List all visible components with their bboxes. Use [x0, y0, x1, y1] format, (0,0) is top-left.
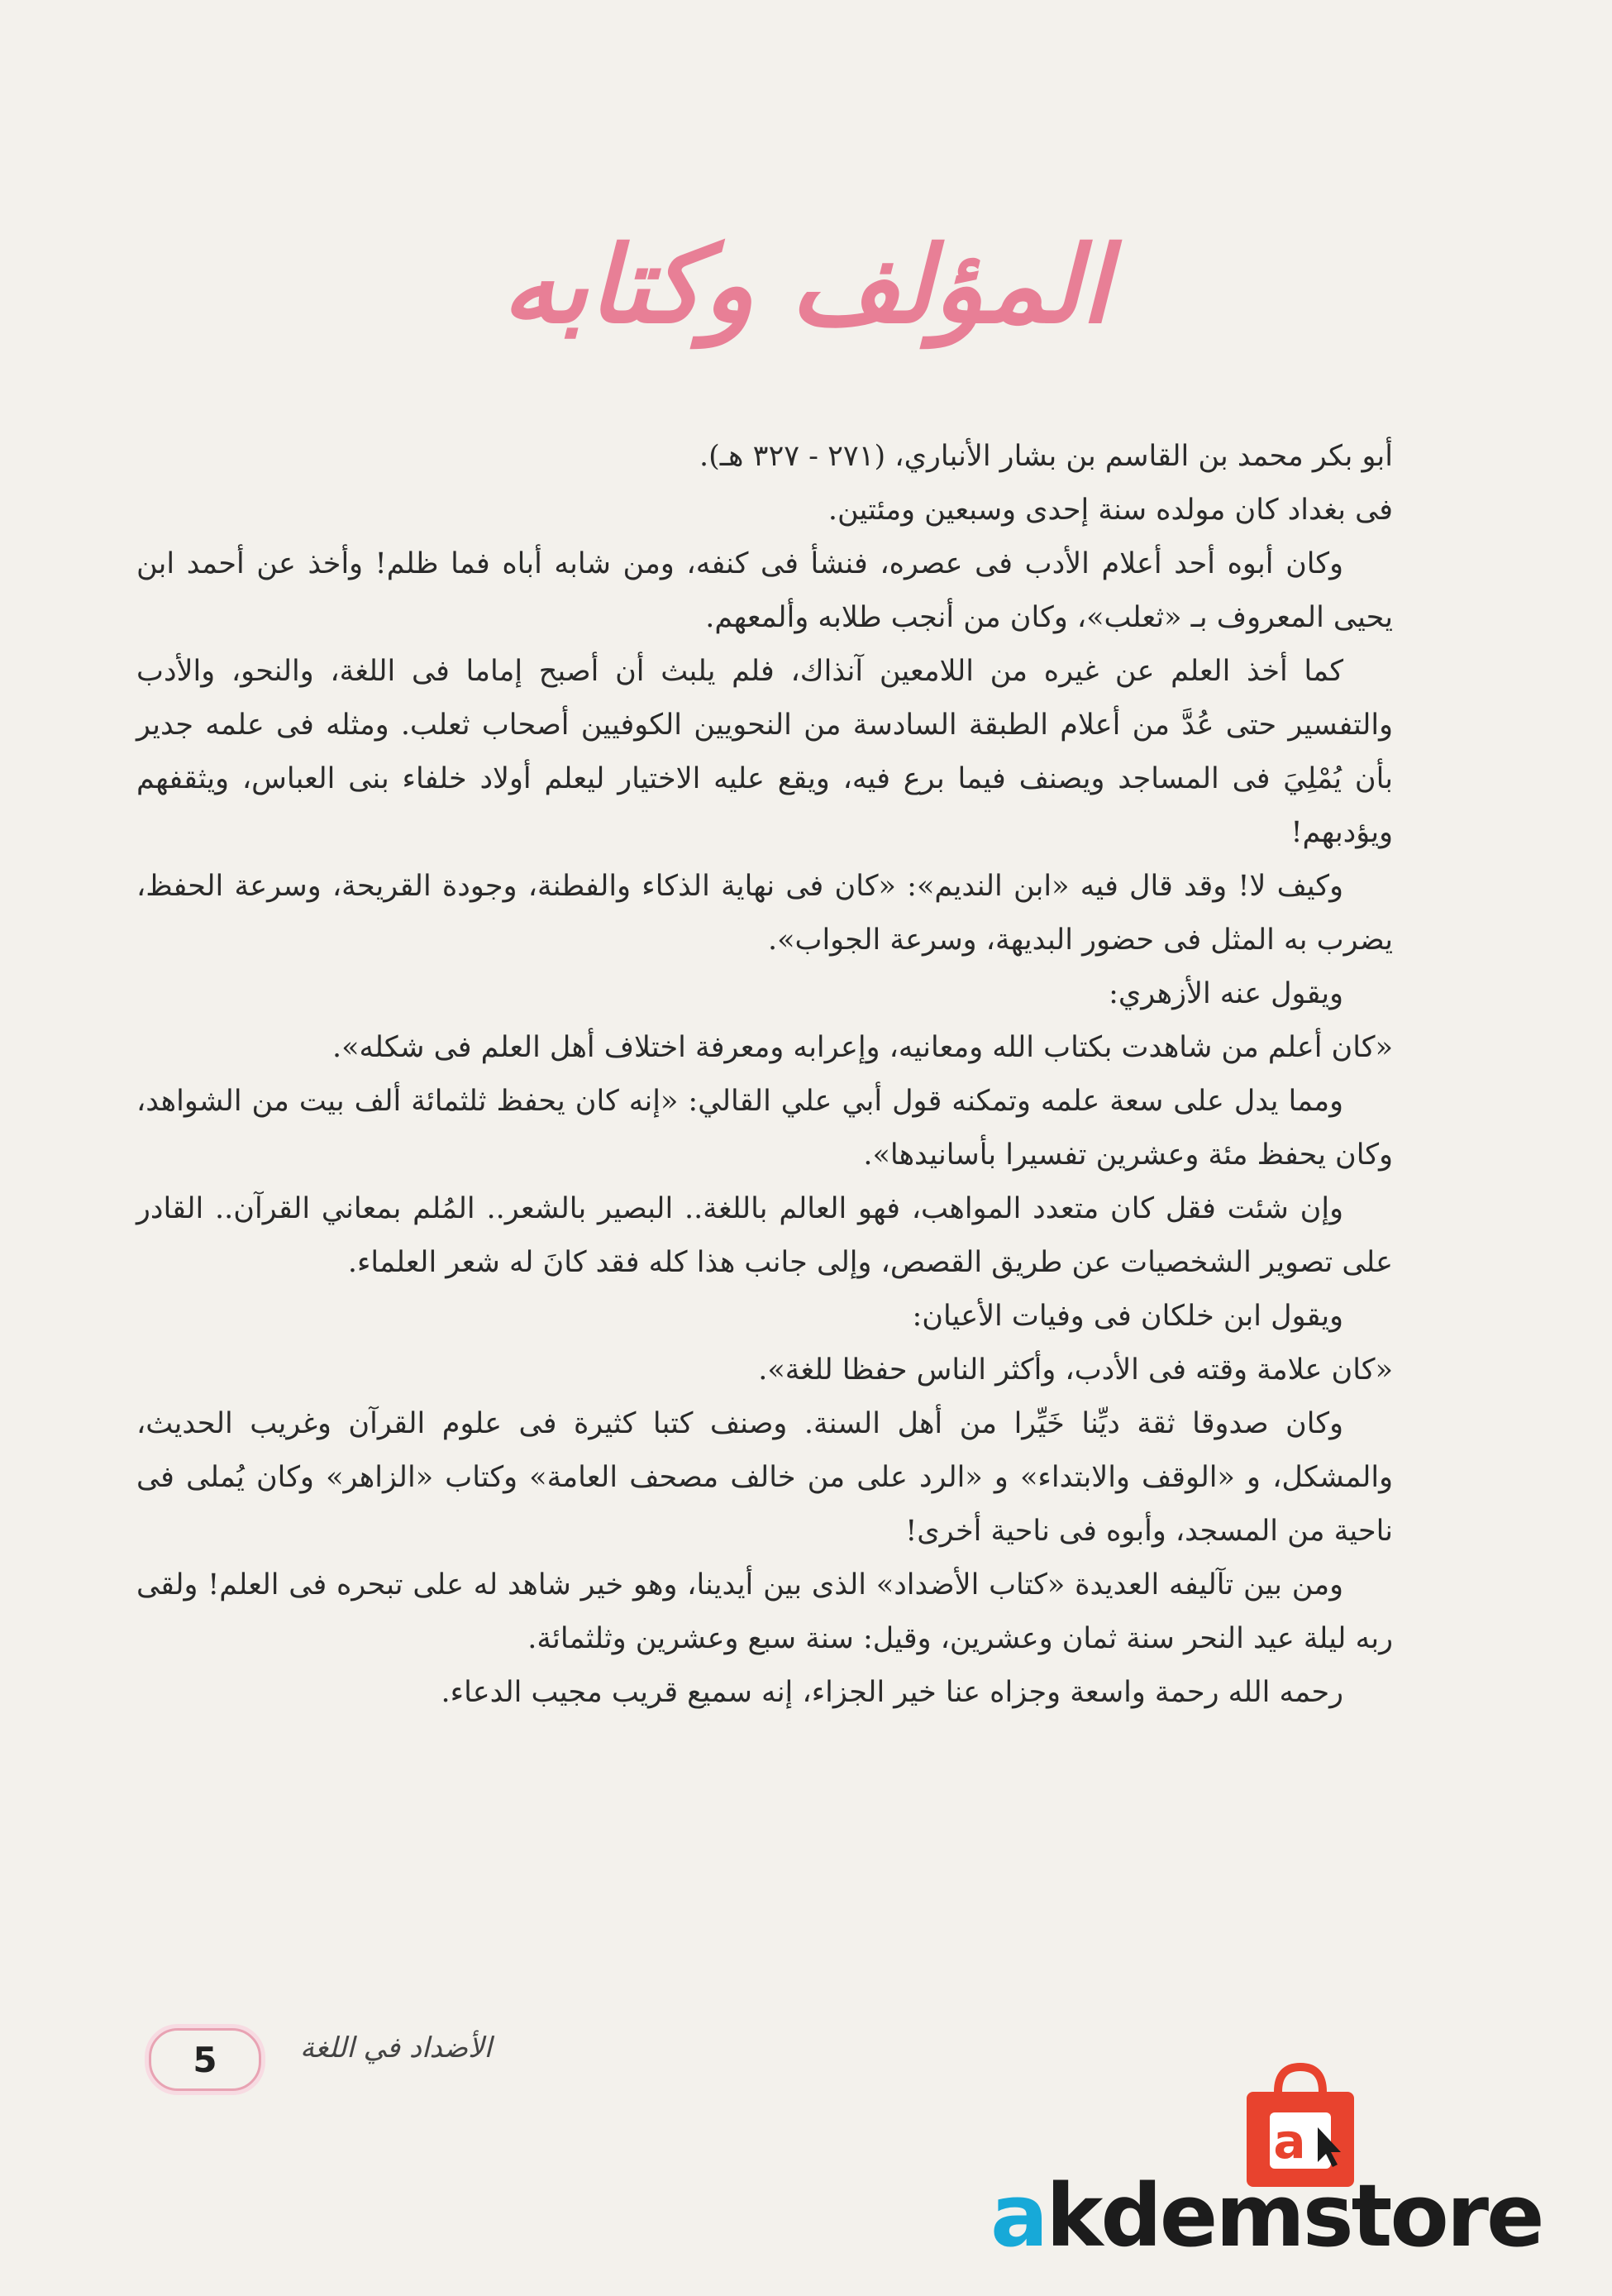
paragraph: ومن بين تآليفه العديدة «كتاب الأضداد» الذى بين أيدينا، وهو خير شاهد له على تبحره فى العلم! ولقى ربه ليلة عيد النحر سنة ثمان وعشرين، وقيل: سنة سبع وعشرين وثلثمائة.: [136, 1568, 1393, 1655]
paragraph: أبو بكر محمد بن القاسم بن بشار الأنباري، (٢٧١ - ٣٢٧ هـ).: [699, 440, 1393, 473]
paragraph: ومما يدل على سعة علمه وتمكنه قول أبي علي القالي: «إنه كان يحفظ ثلثمائة ألف بيت من الشواهد، وكان يحفظ مئة وعشرين تفسيرا بأسانيدها».: [136, 1085, 1393, 1172]
paragraph: كما أخذ العلم عن غيره من اللامعين آنذاك، فلم يلبث أن أصبح إماما فى اللغة، والنحو، والأدب والتفسير حتى عُدَّ من أعلام الطبقة السادسة من النحويين الكوفيين أصحاب ثعلب. ومثله فى علمه جدير بأن يُمْلِيَ فى المساجد ويصنف فيما برع فيه، ويقع عليه الاختيار ليعلم أولاد خلفاء بنى العباس، ويثقفهم ويؤدبهم!: [136, 655, 1393, 849]
svg-text:a: a: [1273, 2113, 1306, 2170]
quote: «كان علامة وقته فى الأدب، وأكثر الناس حفظا للغة».: [758, 1353, 1393, 1387]
page-number: 5: [193, 2039, 217, 2080]
paragraph: وكيف لا! وقد قال فيه «ابن النديم»: «كان فى نهاية الذكاء والفطنة، وجودة القريحة، وسرعة الحفظ، يضرب به المثل فى حضور البديهة، وسرعة الجواب».: [136, 870, 1393, 957]
store-watermark: [990, 2165, 1543, 2266]
page-number-badge: [149, 2028, 261, 2091]
paragraph: ويقول عنه الأزهري:: [1109, 977, 1343, 1010]
body-text: [136, 430, 1393, 1720]
quote: «كان أعلم من شاهدت بكتاب الله ومعانيه، وإعرابه ومعرفة اختلاف أهل العلم فى شكله».: [331, 1031, 1393, 1064]
paragraph: فى بغداد كان مولده سنة إحدى وسبعين ومئتين.: [827, 494, 1393, 527]
paragraph: وكان أبوه أحد أعلام الأدب فى عصره، فنشأ فى كنفه، ومن شابه أباه فما ظلم! وأخذ عن أحمد ابن يحيى المعروف بـ «ثعلب»، وكان من أنجب طلابه وألمعهم.: [136, 547, 1393, 634]
paragraph: ويقول ابن خلكان فى وفيات الأعيان:: [912, 1300, 1343, 1333]
store-name-accent: a: [990, 2165, 1047, 2266]
book-title-mark: الأضداد في اللغة: [299, 2031, 492, 2064]
page-footer: [132, 2022, 496, 2096]
page-title: المؤلف وكتابه: [502, 223, 1110, 347]
paragraph: رحمه الله رحمة واسعة وجزاه عنا خير الجزاء، إنه سميع قريب مجيب الدعاء.: [441, 1676, 1343, 1709]
store-name-rest: kdemstore: [1046, 2165, 1543, 2266]
paragraph: وإن شئت فقل كان متعدد المواهب، فهو العالم باللغة.. البصير بالشعر.. المُلم بمعاني القرآن.. القادر على تصوير الشخصيات عن طريق القصص، وإلى جانب هذا كله فقد كانَ له شعر العلماء.: [136, 1192, 1393, 1279]
paragraph: وكان صدوقا ثقة ديِّنا خَيِّرا من أهل السنة. وصنف كتبا كثيرة فى علوم القرآن وغريب الحديث، والمشكل، و «الوقف والابتداء» و «الرد على من خالف مصحف العامة» وكتاب «الزاهر» وكان يُملى فى ناحية من المسجد، وأبوه فى ناحية أخرى!: [136, 1407, 1393, 1548]
